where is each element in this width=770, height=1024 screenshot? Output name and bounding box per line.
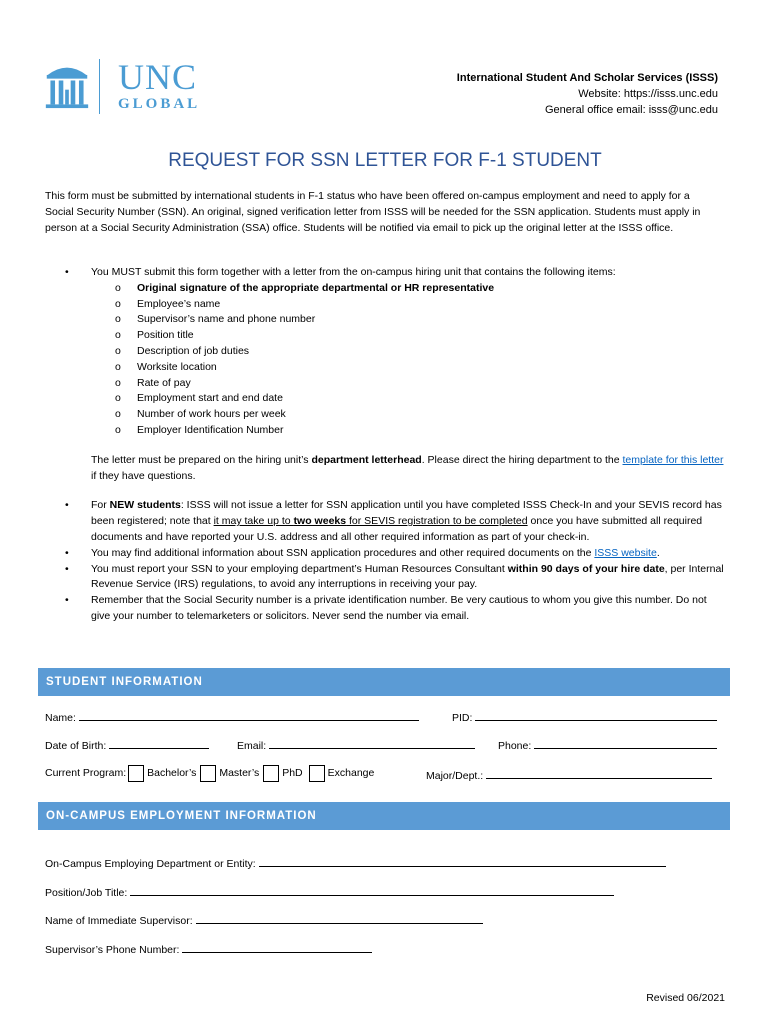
sub-bullet-icon: o: [115, 344, 121, 357]
letter-item: o Employment start and end date: [91, 391, 725, 407]
phd-checkbox[interactable]: [263, 765, 279, 782]
bullet-must-submit: [45, 265, 725, 439]
bullet-icon: •: [65, 546, 69, 559]
sub-bullet-icon: o: [115, 329, 121, 342]
dept-line[interactable]: [259, 855, 666, 867]
bullet-icon: •: [65, 499, 69, 512]
sub-bullet-icon: o: [115, 281, 121, 294]
dept-field[interactable]: On-Campus Employing Department or Entity:: [45, 855, 666, 870]
logo-unc: UNC: [118, 57, 198, 97]
letterhead-note: The letter must be prepared on the hiring unit’s department letterhead. Please direct the hiring department to the template for this letter if they have questions.: [91, 453, 724, 482]
supervisor-phone-line[interactable]: [182, 941, 372, 953]
bullet-icon: •: [65, 562, 69, 575]
old-well-logo-icon: [44, 58, 90, 114]
position-field[interactable]: Position/Job Title:: [45, 884, 614, 899]
letter-item: o Description of job duties: [91, 344, 725, 360]
major-line[interactable]: [486, 767, 712, 779]
sub-bullet-icon: o: [115, 408, 121, 421]
bullet-additional-info: • You may find additional information about SSN application procedures and other required documents on the ISSS website.: [45, 546, 725, 562]
intro-paragraph: This form must be submitted by international students in F-1 status who have been offered on-campus employment and need to apply for a Social Security Number (SSN). An original, signed verification letter from ISSS will be needed for the SSN application. Students must apply in person at a Social Security Administration (SSA) office. Students will be notified via email to pick up the original letter at the ISSS office.: [45, 190, 701, 234]
bullet-icon: •: [65, 594, 69, 607]
letter-item: o Worksite location: [91, 360, 725, 376]
bullet-text: You MUST submit this form together with a letter from the on-campus hiring unit that contains the following items:: [91, 266, 616, 278]
phone-field[interactable]: Phone:: [498, 737, 717, 752]
requirements-list: [45, 265, 725, 625]
logo-divider: [99, 59, 100, 114]
letter-item: o Supervisor’s name and phone number: [91, 312, 725, 328]
office-name: International Student And Scholar Services (ISSS): [456, 72, 718, 84]
letter-item: o Employer Identification Number: [91, 423, 725, 439]
template-link[interactable]: template for this letter: [622, 453, 724, 466]
letter-items-list: [91, 281, 725, 439]
letter-item: o Rate of pay: [91, 376, 725, 392]
employment-info-header: ON-CAMPUS EMPLOYMENT INFORMATION: [38, 802, 730, 830]
email-line[interactable]: [269, 737, 475, 749]
major-field[interactable]: Major/Dept.:: [426, 767, 712, 782]
bullet-new-students: • For NEW students: ISSS will not issue a letter for SSN application until you have completed ISSS Check-In and your SEVIS record has been registered; note that it may take up to two weeks for SEVIS registration to be completed once you have submitted all required documents and have reported your U.S. address and all other required information as part of your check-in.: [65, 499, 722, 543]
bachelors-checkbox[interactable]: [128, 765, 144, 782]
pid-line[interactable]: [475, 709, 717, 721]
sub-bullet-icon: o: [115, 297, 121, 310]
letter-item: o Number of work hours per week: [91, 407, 725, 423]
name-line[interactable]: [79, 709, 419, 721]
masters-checkbox[interactable]: [200, 765, 216, 782]
sub-bullet-icon: o: [115, 392, 121, 405]
phone-line[interactable]: [534, 737, 717, 749]
unc-global-logo: [118, 57, 201, 113]
sub-bullet-icon: o: [115, 313, 121, 326]
letter-item: o Employee’s name: [91, 297, 725, 313]
letter-item: o Position title: [91, 328, 725, 344]
letter-item: o Original signature of the appropriate departmental or HR representative: [91, 281, 725, 297]
pid-field[interactable]: PID:: [452, 709, 717, 724]
name-field[interactable]: Name:: [45, 709, 419, 724]
student-info-header: STUDENT INFORMATION: [38, 668, 730, 696]
position-line[interactable]: [130, 884, 614, 896]
office-website: Website: https://isss.unc.edu: [578, 88, 718, 100]
supervisor-line[interactable]: [196, 912, 483, 924]
email-field[interactable]: Email:: [237, 737, 475, 752]
sub-bullet-icon: o: [115, 376, 121, 389]
program-field: Current Program: Bachelor’s Master’s PhD Exchange: [45, 762, 374, 784]
revision-date: Revised 06/2021: [646, 992, 725, 1004]
supervisor-phone-field[interactable]: Supervisor’s Phone Number:: [45, 941, 372, 956]
office-email: General office email: isss@unc.edu: [545, 104, 718, 116]
bullet-privacy: • Remember that the Social Security number is a private identification number. Be very cautious to whom you give this number. Do not give your number to telemarketers or solicitors. Never send the number via email.: [65, 594, 707, 622]
office-contact: [457, 70, 718, 118]
supervisor-field[interactable]: Name of Immediate Supervisor:: [45, 912, 483, 927]
dob-line[interactable]: [109, 737, 209, 749]
isss-website-link[interactable]: ISSS website: [594, 546, 657, 559]
logo-global: GLOBAL: [118, 96, 201, 112]
sub-bullet-icon: o: [115, 423, 121, 436]
page-title: REQUEST FOR SSN LETTER FOR F-1 STUDENT: [168, 150, 602, 171]
bullet-report-ssn: • You must report your SSN to your employing department’s Human Resources Consultant within 90 days of your hire date, per Internal Revenue Service (IRS) regulations, to avoid any interruptions in receiving your pay.: [65, 562, 724, 591]
bullet-icon: •: [65, 266, 69, 278]
dob-field[interactable]: Date of Birth:: [45, 737, 209, 752]
exchange-checkbox[interactable]: [309, 765, 325, 782]
sub-bullet-icon: o: [115, 360, 121, 373]
